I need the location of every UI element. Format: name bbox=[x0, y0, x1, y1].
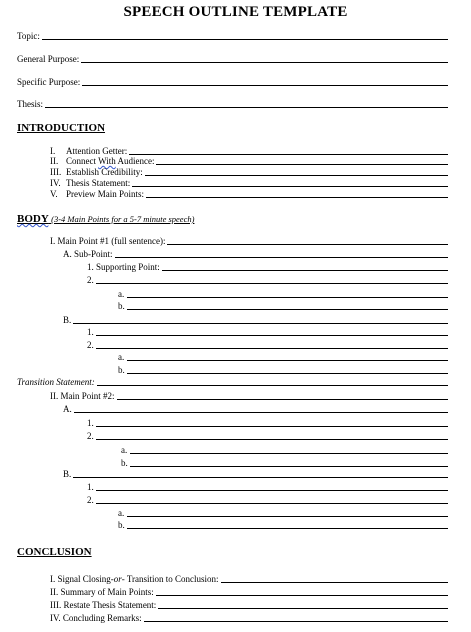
supporting-point-num: 2. bbox=[87, 275, 94, 285]
conclusion-item-line[interactable] bbox=[144, 621, 448, 622]
supporting-point-b2[interactable] bbox=[87, 340, 448, 350]
sub-point-b-label: B. bbox=[63, 315, 72, 325]
specific-purpose-label: Specific Purpose: bbox=[17, 77, 81, 87]
detail-letter: a. bbox=[118, 508, 125, 518]
sub-point-b-line[interactable] bbox=[73, 323, 448, 324]
conclusion-item-1[interactable] bbox=[50, 574, 448, 584]
detail-line[interactable] bbox=[127, 516, 448, 517]
supporting-point-line[interactable] bbox=[96, 503, 448, 504]
detail-line[interactable] bbox=[127, 528, 448, 529]
conclusion-heading: CONCLUSION bbox=[17, 546, 92, 558]
detail-line[interactable] bbox=[127, 360, 448, 361]
supporting-point-num: 1. bbox=[87, 482, 94, 492]
main-point-1[interactable] bbox=[50, 236, 448, 246]
sub-point-a2-line[interactable] bbox=[74, 412, 448, 413]
sub-point-b2-label: B. bbox=[63, 469, 72, 479]
topic-label: Topic: bbox=[17, 31, 40, 41]
thesis-line[interactable] bbox=[45, 107, 448, 108]
supporting-point-c2[interactable] bbox=[87, 431, 448, 441]
intro-item-label: Establish Credibility: bbox=[66, 167, 143, 177]
body-heading-text: BODY bbox=[17, 213, 49, 225]
main-point-2-line[interactable] bbox=[117, 399, 449, 400]
main-point-1-label: I. Main Point #1 (full sentence): bbox=[50, 236, 166, 246]
supporting-point-label: 1. Supporting Point: bbox=[87, 262, 160, 272]
sub-point-b2[interactable] bbox=[63, 469, 448, 479]
intro-item-line[interactable] bbox=[156, 164, 448, 165]
sub-point-b2-line[interactable] bbox=[73, 477, 448, 478]
intro-item-label: Thesis Statement: bbox=[66, 178, 131, 188]
main-point-1-line[interactable] bbox=[167, 244, 448, 245]
thesis-label: Thesis: bbox=[17, 99, 43, 109]
detail-letter: a. bbox=[118, 289, 125, 299]
intro-item-num: III. bbox=[50, 167, 62, 177]
detail-a[interactable] bbox=[118, 289, 448, 299]
body-heading bbox=[17, 213, 194, 225]
supporting-point-line[interactable] bbox=[162, 270, 448, 271]
document-title: SPEECH OUTLINE TEMPLATE bbox=[123, 4, 348, 20]
intro-item-3[interactable] bbox=[50, 167, 448, 177]
intro-item-1[interactable] bbox=[50, 146, 448, 156]
detail-letter: b. bbox=[118, 520, 125, 530]
sub-point-a-label: A. Sub-Point: bbox=[63, 249, 113, 259]
specific-purpose-line[interactable] bbox=[82, 85, 448, 86]
general-purpose-line[interactable] bbox=[81, 62, 448, 63]
supporting-point-num: 1. bbox=[87, 327, 94, 337]
introduction-heading: INTRODUCTION bbox=[17, 122, 106, 134]
supporting-point-line[interactable] bbox=[96, 490, 448, 491]
thesis-field[interactable] bbox=[17, 99, 448, 109]
supporting-point-d1[interactable] bbox=[87, 482, 448, 492]
sub-point-a2-label: A. bbox=[63, 404, 72, 414]
specific-purpose-field[interactable] bbox=[17, 77, 448, 87]
intro-item-4[interactable] bbox=[50, 178, 448, 188]
intro-item-2[interactable] bbox=[50, 156, 448, 166]
sub-point-a-line[interactable] bbox=[115, 257, 448, 258]
intro-item-num: II. bbox=[50, 156, 59, 166]
detail-letter: b. bbox=[121, 458, 128, 468]
detail-line[interactable] bbox=[130, 453, 448, 454]
detail-b[interactable] bbox=[118, 365, 448, 375]
supporting-point-d2[interactable] bbox=[87, 495, 448, 505]
intro-item-label: Connect With Audience: bbox=[66, 156, 155, 166]
supporting-point-num: 2. bbox=[87, 431, 94, 441]
intro-item-line[interactable] bbox=[145, 175, 448, 176]
intro-item-label: Attention Getter: bbox=[66, 146, 128, 156]
topic-field[interactable] bbox=[17, 31, 448, 41]
conclusion-item-line[interactable] bbox=[158, 608, 448, 609]
conclusion-item-line[interactable] bbox=[156, 595, 448, 596]
supporting-point-c1[interactable] bbox=[87, 418, 448, 428]
intro-item-num: IV. bbox=[50, 178, 61, 188]
detail-letter: a. bbox=[121, 445, 128, 455]
detail-line[interactable] bbox=[127, 373, 448, 374]
main-point-2[interactable] bbox=[50, 391, 448, 401]
general-purpose-label: General Purpose: bbox=[17, 54, 80, 64]
conclusion-item-label: III. Restate Thesis Statement: bbox=[50, 600, 157, 610]
intro-item-line[interactable] bbox=[132, 186, 448, 187]
intro-item-line[interactable] bbox=[146, 197, 448, 198]
conclusion-item-label: II. Summary of Main Points: bbox=[50, 587, 154, 597]
detail-letter: b. bbox=[118, 301, 125, 311]
conclusion-item-3[interactable] bbox=[50, 600, 448, 610]
detail-b[interactable] bbox=[118, 520, 448, 530]
detail-a[interactable] bbox=[118, 352, 448, 362]
supporting-point-line[interactable] bbox=[96, 283, 448, 284]
body-note: (3-4 Main Points for a 5-7 minute speech) bbox=[51, 214, 195, 224]
supporting-point-line[interactable] bbox=[96, 426, 448, 427]
detail-line[interactable] bbox=[127, 297, 448, 298]
topic-line[interactable] bbox=[42, 39, 448, 40]
transition-label: Transition Statement: bbox=[17, 377, 95, 387]
detail-a[interactable] bbox=[121, 445, 448, 455]
conclusion-item-2[interactable] bbox=[50, 587, 448, 597]
sub-point-a[interactable] bbox=[63, 249, 448, 259]
supporting-point-1[interactable] bbox=[87, 262, 448, 272]
intro-item-line[interactable] bbox=[129, 154, 448, 155]
supporting-point-2[interactable] bbox=[87, 275, 448, 285]
conclusion-item-label: I. Signal Closing-or- Transition to Conclusion: bbox=[50, 574, 219, 584]
detail-b[interactable] bbox=[118, 301, 448, 311]
supporting-point-line[interactable] bbox=[96, 439, 448, 440]
detail-a[interactable] bbox=[118, 508, 448, 518]
general-purpose-field[interactable] bbox=[17, 54, 448, 64]
detail-b[interactable] bbox=[121, 458, 448, 468]
supporting-point-b1[interactable] bbox=[87, 327, 448, 337]
supporting-point-line[interactable] bbox=[96, 348, 448, 349]
intro-item-num: I. bbox=[50, 146, 56, 156]
sub-point-a2[interactable] bbox=[63, 404, 448, 414]
intro-item-num: V. bbox=[50, 189, 58, 199]
intro-item-label: Preview Main Points: bbox=[66, 189, 144, 199]
detail-letter: a. bbox=[118, 352, 125, 362]
conclusion-item-line[interactable] bbox=[221, 582, 448, 583]
detail-letter: b. bbox=[118, 365, 125, 375]
conclusion-item-label: IV. Concluding Remarks: bbox=[50, 613, 142, 623]
supporting-point-num: 2. bbox=[87, 495, 94, 505]
transition-statement[interactable] bbox=[17, 377, 448, 387]
supporting-point-num: 1. bbox=[87, 418, 94, 428]
sub-point-b[interactable] bbox=[63, 315, 448, 325]
conclusion-item-4[interactable] bbox=[50, 613, 448, 623]
main-point-2-label: II. Main Point #2: bbox=[50, 391, 115, 401]
detail-line[interactable] bbox=[127, 309, 448, 310]
transition-line[interactable] bbox=[97, 385, 448, 386]
intro-item-5[interactable] bbox=[50, 189, 448, 199]
supporting-point-line[interactable] bbox=[96, 335, 448, 336]
detail-line[interactable] bbox=[130, 466, 448, 467]
supporting-point-num: 2. bbox=[87, 340, 94, 350]
